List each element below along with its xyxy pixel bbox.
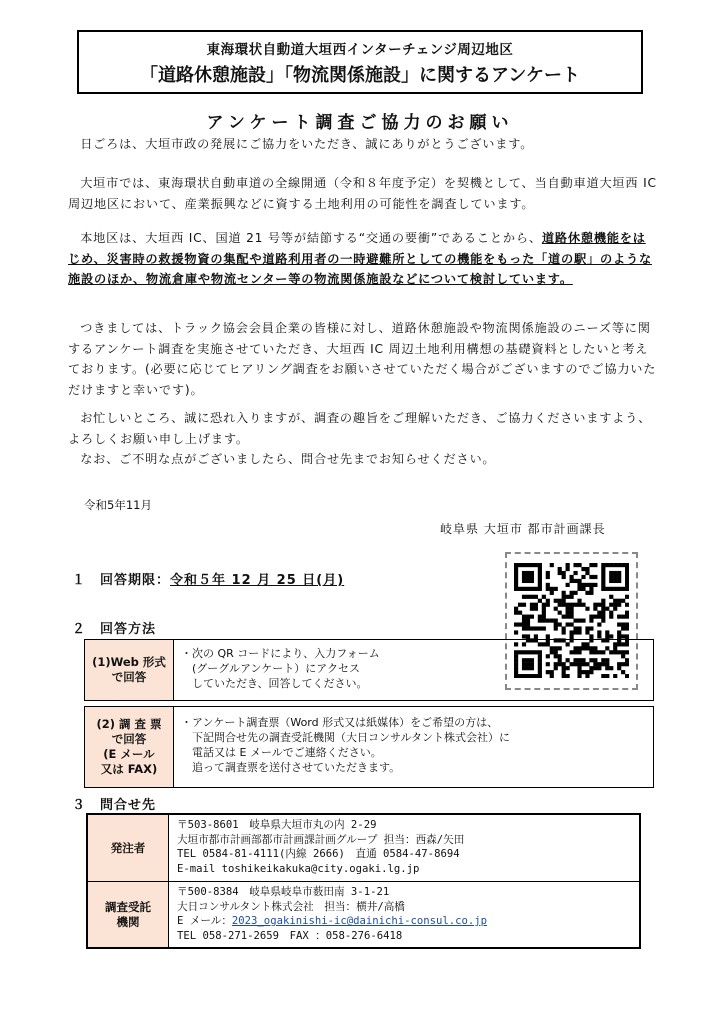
contact-consultant-text	[177, 885, 635, 943]
contact-client-text: 〒503-8601 岐阜県大垣市丸の内 2-29 大垣市都市計画部都市計画課計画グループ 担当：西森/矢田 TEL 0584-81-4111(内線 2666) 直通 0584-47-8694 E-mail toshikeikakuka@city.ogaki.lg.jp	[177, 819, 465, 875]
section-method-heading: ２ 回答方法	[72, 622, 157, 637]
title-box	[77, 30, 643, 94]
issue-date: 令和5年11月	[84, 498, 152, 512]
method-paper-text: ・アンケート調査票（Word 形式又は紙媒体）をご希望の方は、 下記問合せ先の調査受託機関（大日コンサルタント株式会社）に 電話又は E メールでご連絡ください。 追って調査票を送付させていただきます。	[181, 716, 511, 774]
paragraph-request: つきましては、トラック協会会員企業の皆様に対し、道路休憩施設や物流関係施設のニーズ等に関するアンケート調査を実施させていただき、大垣西 IC 周辺土地利用構想の基礎資料としたいと考えております。(必要に応じてヒアリング調査をお願いさせていただく場合がございますのでご協力いただけますと幸いです)。	[68, 321, 657, 397]
paragraph-greeting: 日ごろは、大垣市政の発展にご協力をいただき、誠にありがとうございます。	[80, 137, 534, 151]
contact-consultant-label: 調査受託 機関	[88, 882, 169, 947]
contact-row-client	[88, 815, 639, 882]
paragraph-background: 大垣市では、東海環状自動車道の全線開通（令和８年度予定）を契機として、当自動車道大垣西 IC 周辺地区において、産業振興などに資する土地利用の可能性を調査しています。	[68, 176, 657, 211]
paragraph-thanks: お忙しいところ、誠に恐れ入りますが、調査の趣旨をご理解いただき、ご協力くださいますよう、よろしくお願い申し上げます。	[68, 411, 652, 446]
paragraph-inquiry: なお、ご不明な点がございましたら、問合せ先までお知らせください。	[80, 452, 496, 466]
paragraph-area-plan	[68, 228, 658, 290]
method-paper-label: (2) 調 査 票 で回答 (E メール 又は FAX)	[85, 707, 174, 787]
consultant-address: 〒500-8384 岐阜県岐阜市薮田南 3-1-21 大日コンサルタント株式会社 担当：横井/高橋 E メール：	[177, 886, 405, 928]
deadline-value: 令和５年 12 月 25 日(月)	[170, 573, 345, 588]
method-paper	[84, 706, 654, 788]
method-web-label: (1)Web 形式 で回答	[85, 640, 174, 700]
contact-client-label: 発注者	[88, 815, 169, 881]
method-web-text: ・次の QR コードにより、入力フォーム (グーグルアンケート）にアクセス していただき、回答してください。	[181, 647, 380, 690]
consultant-phone: TEL 058-271-2659 FAX ：058-276-6418	[177, 929, 403, 942]
area-plan-underlined: 道路休憩機能をはじめ、災害時の救援物資の集配や道路利用者の一時避難所としての機能をもった「道の駅」のような施設のほか、物流倉庫や物流センター等の物流関係施設などについて検討しています。	[68, 231, 652, 286]
contact-row-consultant	[88, 882, 639, 947]
title-line-1: 東海環状自動道大垣西インターチェンジ周辺地区	[206, 42, 514, 58]
page-subtitle: アンケート調査ご協力のお願い	[206, 113, 514, 133]
section-deadline	[72, 569, 344, 588]
consultant-email-link[interactable]: 2023_ogakinishi-ic@dainichi-consul.co.jp	[231, 915, 488, 928]
contact-table	[86, 813, 641, 949]
deadline-label: １ 回答期限：	[72, 573, 171, 588]
section-contact-heading: ３ 問合せ先	[72, 798, 157, 813]
title-line-2: 「道路休憩施設」「物流関係施設」に関するアンケート	[140, 65, 580, 86]
method-web	[84, 639, 654, 701]
area-plan-text: 本地区は、大垣西 IC、国道 21 号等が結節する“交通の要衝”であることから、	[80, 231, 542, 245]
signer: 岐阜県 大垣市 都市計画課長	[440, 522, 606, 536]
